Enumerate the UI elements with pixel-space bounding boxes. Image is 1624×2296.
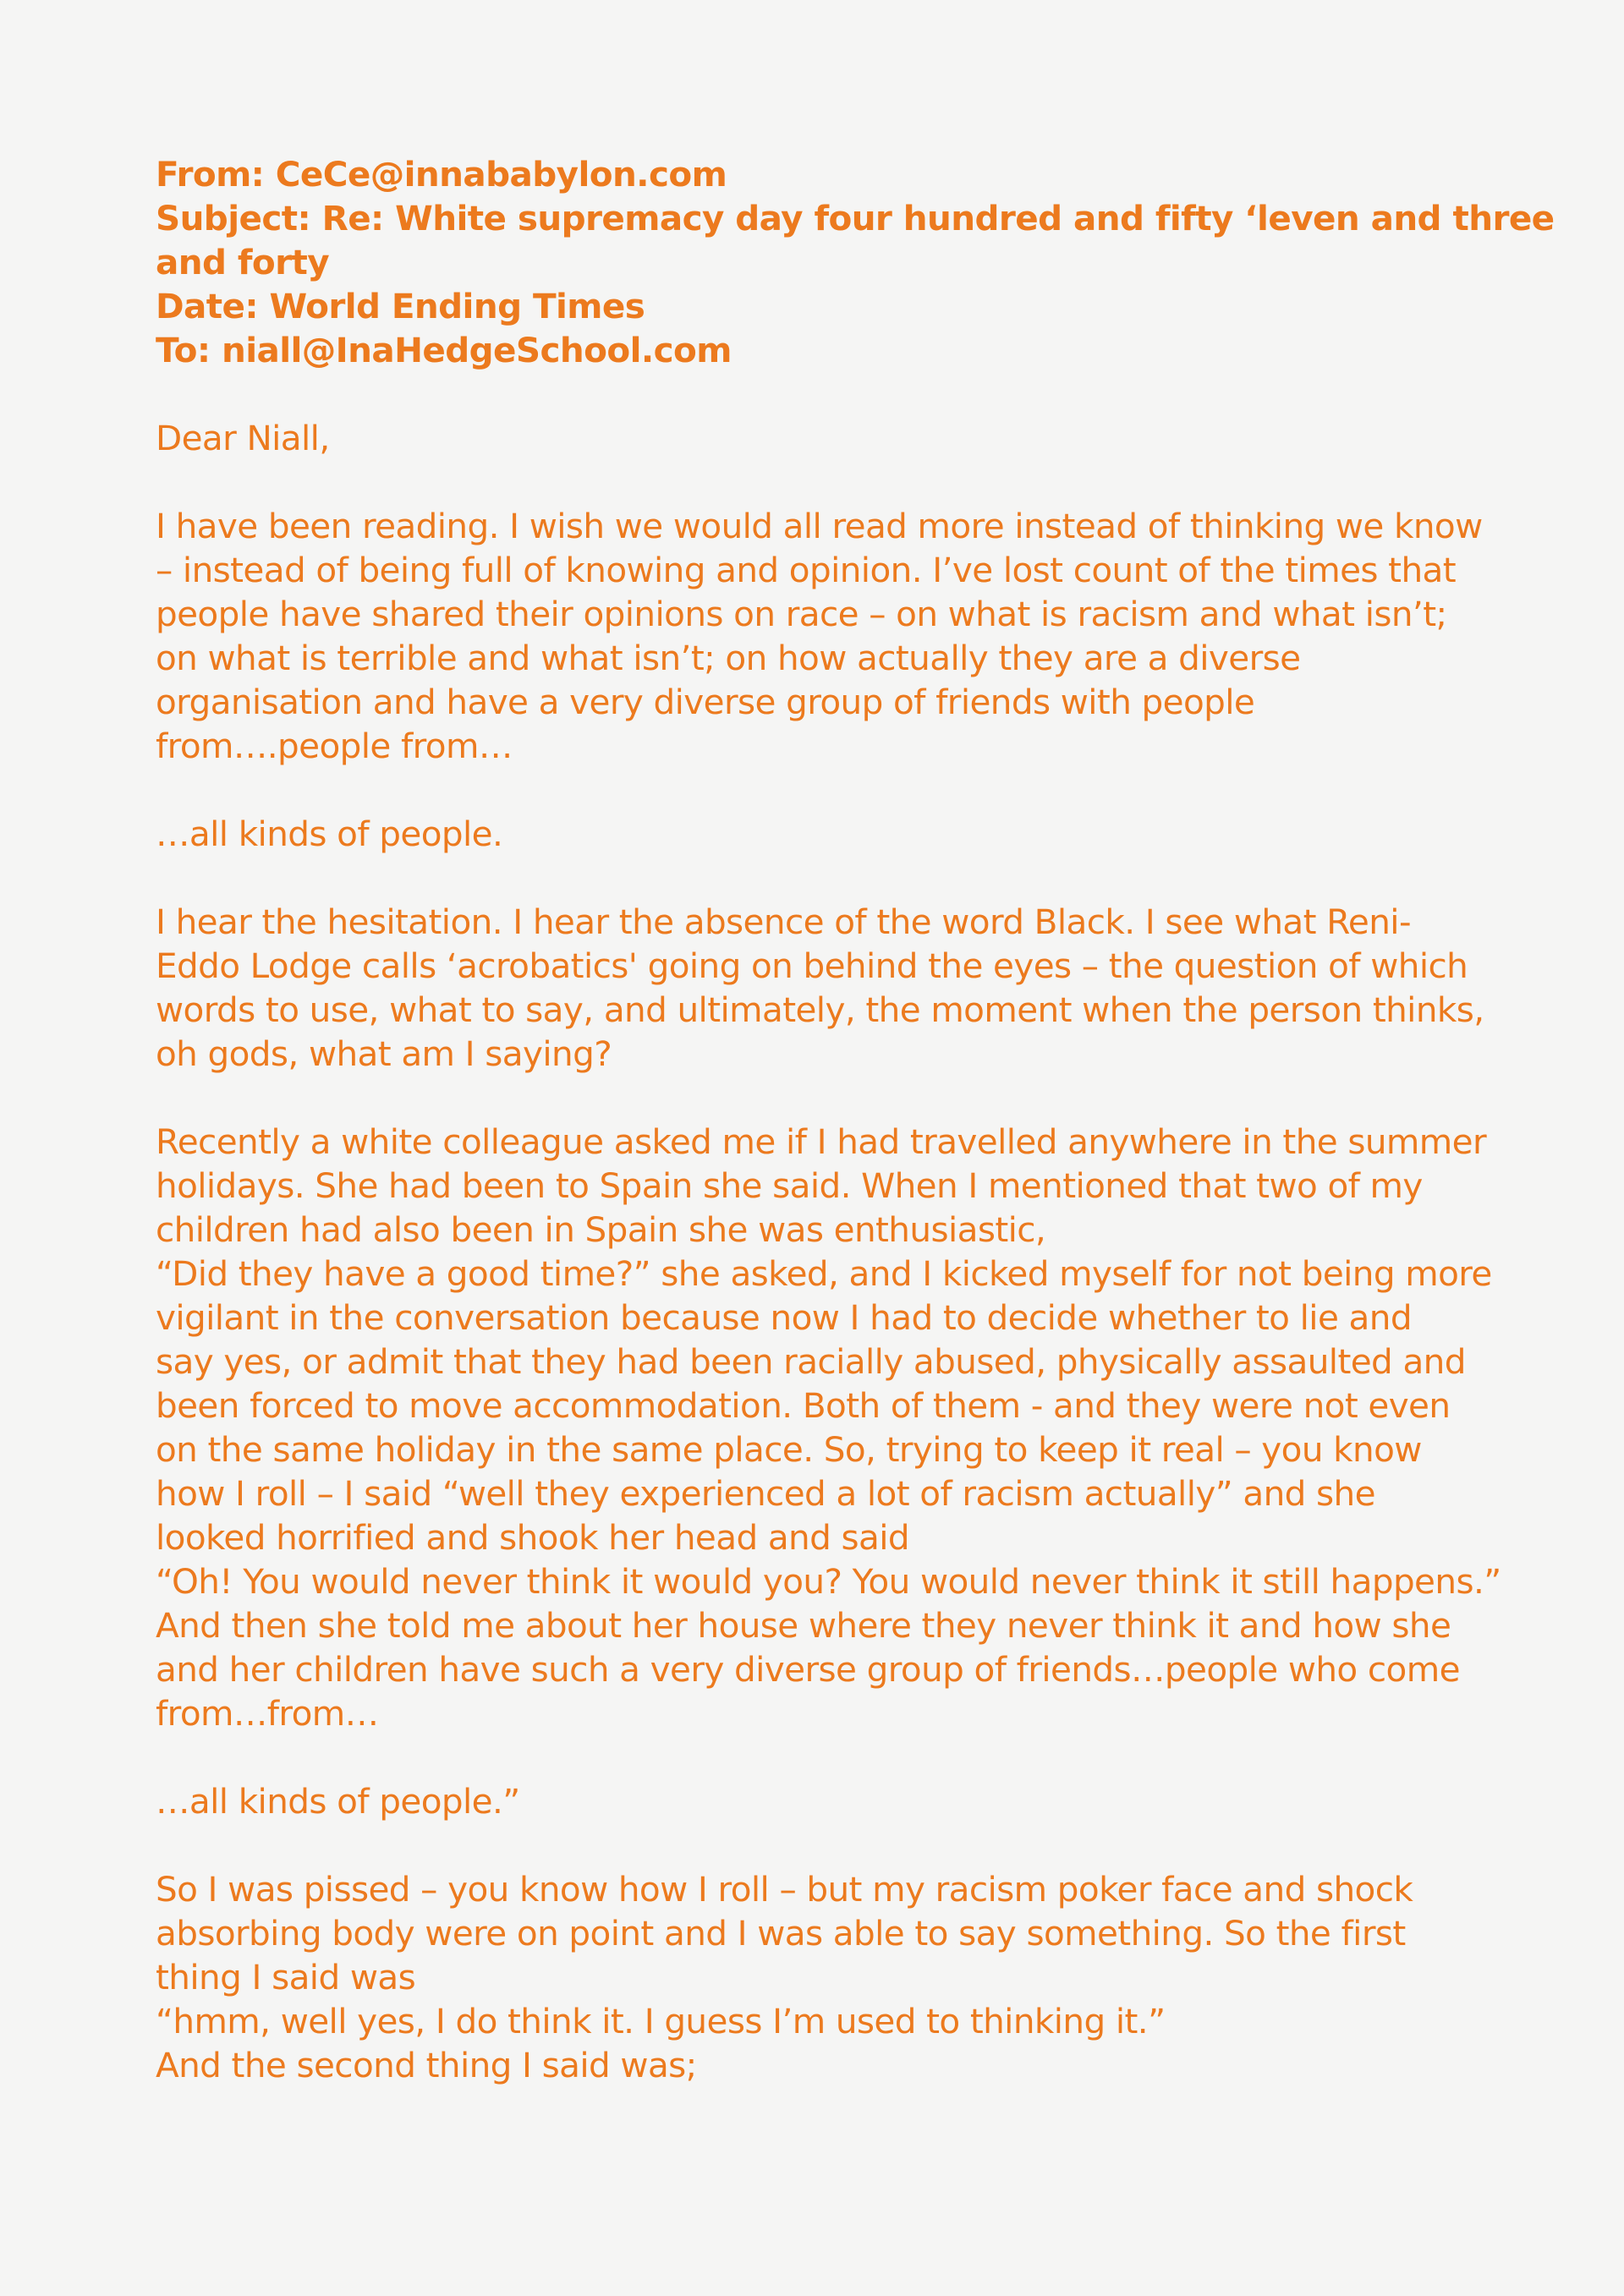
to-line: To: niall@InaHedgeSchool.com bbox=[156, 330, 732, 370]
paragraph-line: on the same holiday in the same place. So, trying to keep it real – you know bbox=[156, 1429, 1422, 1470]
paragraph-line: I hear the hesitation. I hear the absence of the word Black. I see what Reni- bbox=[156, 901, 1411, 942]
paragraph-line: …all kinds of people. bbox=[156, 814, 503, 854]
paragraph-line: And then she told me about her house where they never think it and how she bbox=[156, 1605, 1451, 1646]
paragraph-line: Recently a white colleague asked me if I had travelled anywhere in the summer bbox=[156, 1121, 1486, 1162]
paragraph-line: looked horrified and shook her head and said bbox=[156, 1517, 909, 1558]
greeting bbox=[156, 416, 1492, 460]
paragraph-3 bbox=[156, 900, 1492, 1076]
paragraph-line: from….people from… bbox=[156, 726, 513, 766]
paragraph-line: organisation and have a very diverse group of friends with people bbox=[156, 682, 1255, 722]
paragraph-line: people have shared their opinions on race – on what is racism and what isn’t; bbox=[156, 594, 1447, 634]
paragraph-line: I have been reading. I wish we would all read more instead of thinking we know bbox=[156, 506, 1483, 546]
email-letter bbox=[156, 152, 1555, 2131]
paragraph-line: “hmm, well yes, I do think it. I guess I’m used to thinking it.” bbox=[156, 2001, 1166, 2041]
paragraph-line: So I was pissed – you know how I roll – but my racism poker face and shock bbox=[156, 1869, 1413, 1910]
paragraph-line: “Did they have a good time?” she asked, and I kicked myself for not being more bbox=[156, 1253, 1492, 1294]
paragraph-line: And the second thing I said was; bbox=[156, 2045, 697, 2085]
paragraph-line: – instead of being full of knowing and opinion. I’ve lost count of the times that bbox=[156, 550, 1457, 590]
subject-line-2: and forty bbox=[156, 242, 330, 282]
subject-line-1: Subject: Re: White supremacy day four hundred and fifty ‘leven and three bbox=[156, 198, 1555, 238]
paragraph-line: Eddo Lodge calls ‘acrobatics' going on behind the eyes – the question of which bbox=[156, 945, 1468, 986]
paragraph-1 bbox=[156, 504, 1492, 768]
paragraph-line: and her children have such a very diverse group of friends…people who come bbox=[156, 1649, 1460, 1690]
paragraph-4 bbox=[156, 1120, 1501, 1735]
paragraph-line: absorbing body were on point and I was able to say something. So the first bbox=[156, 1913, 1406, 1954]
paragraph-line: thing I said was bbox=[156, 1957, 416, 1997]
paragraph-line: on what is terrible and what isn’t; on how actually they are a diverse bbox=[156, 638, 1301, 678]
greeting-text: Dear Niall, bbox=[156, 418, 330, 458]
paragraph-line: holidays. She had been to Spain she said. When I mentioned that two of my bbox=[156, 1165, 1423, 1206]
paragraph-2 bbox=[156, 812, 1492, 856]
paragraph-line: how I roll – I said “well they experienced a lot of racism actually” and she bbox=[156, 1473, 1375, 1514]
paragraph-line: words to use, what to say, and ultimately, the moment when the person thinks, bbox=[156, 989, 1484, 1030]
paragraph-5 bbox=[156, 1779, 1492, 1823]
paragraph-line: “Oh! You would never think it would you? You would never think it still happens.” bbox=[156, 1561, 1501, 1602]
from-line: From: CeCe@innababylon.com bbox=[156, 154, 727, 195]
paragraph-line: children had also been in Spain she was enthusiastic, bbox=[156, 1209, 1046, 1250]
email-header bbox=[156, 152, 1555, 372]
paragraph-line: vigilant in the conversation because now I had to decide whether to lie and bbox=[156, 1297, 1412, 1338]
date-line: Date: World Ending Times bbox=[156, 286, 645, 326]
paragraph-line: been forced to move accommodation. Both of them - and they were not even bbox=[156, 1385, 1451, 1426]
paragraph-6 bbox=[156, 1867, 1492, 2087]
paragraph-line: oh gods, what am I saying? bbox=[156, 1033, 612, 1074]
paragraph-line: …all kinds of people.” bbox=[156, 1781, 520, 1822]
paragraph-line: from…from… bbox=[156, 1693, 379, 1734]
paragraph-line: say yes, or admit that they had been racially abused, physically assaulted and bbox=[156, 1341, 1466, 1382]
